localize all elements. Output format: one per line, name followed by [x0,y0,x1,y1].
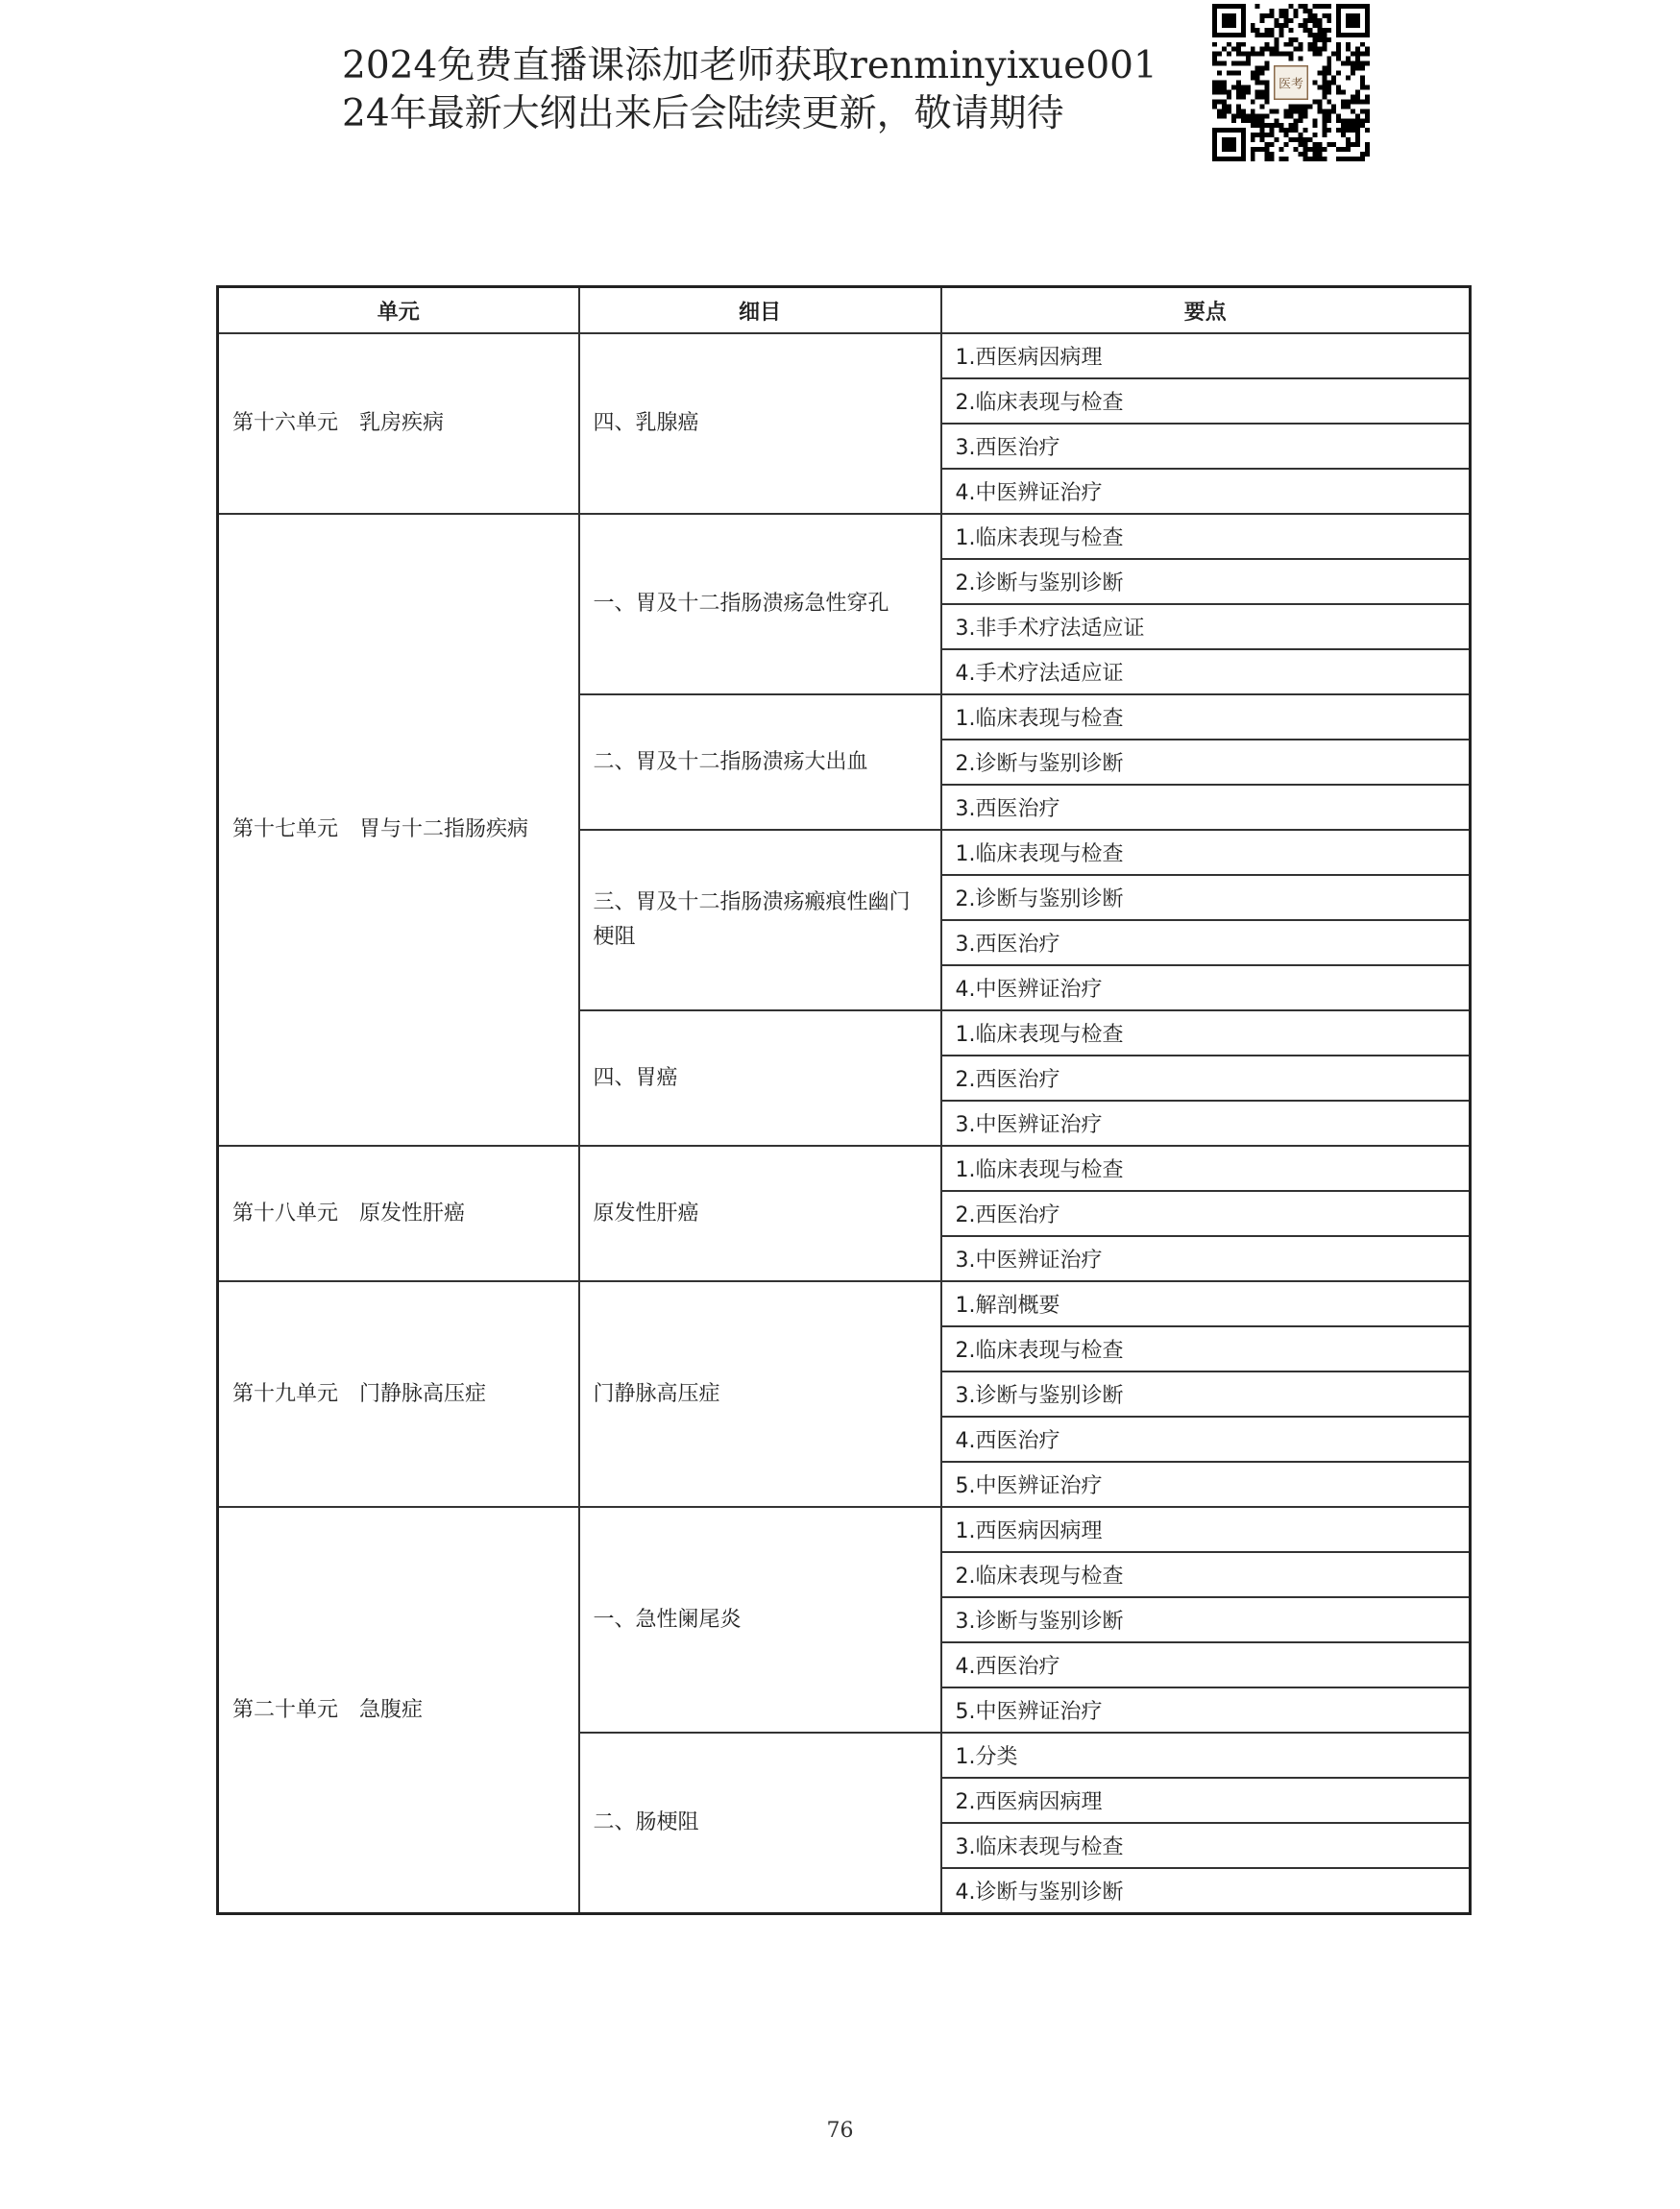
point-cell: 1.分类 [941,1733,1471,1778]
point-cell: 2.临床表现与检查 [941,1552,1471,1597]
header-unit: 单元 [218,287,579,334]
header-line-1: 2024免费直播课添加老师获取renminyixue001 [342,44,1157,87]
unit-cell: 第二十单元 急腹症 [218,1507,579,1914]
point-cell: 1.临床表现与检查 [941,830,1471,875]
point-cell: 4.西医治疗 [941,1642,1471,1687]
unit-cell: 第十六单元 乳房疾病 [218,333,579,514]
unit-cell: 第十七单元 胃与十二指肠疾病 [218,514,579,1146]
point-cell: 3.非手术疗法适应证 [941,604,1471,649]
point-cell: 2.临床表现与检查 [941,378,1471,424]
point-cell: 1.解剖概要 [941,1281,1471,1326]
item-cell: 二、肠梗阻 [579,1733,941,1914]
item-cell: 四、乳腺癌 [579,333,941,514]
point-cell: 1.西医病因病理 [941,1507,1471,1552]
unit-cell: 第十九单元 门静脉高压症 [218,1281,579,1507]
point-cell: 3.中医辨证治疗 [941,1101,1471,1146]
item-cell: 一、急性阑尾炎 [579,1507,941,1733]
point-cell: 4.西医治疗 [941,1417,1471,1462]
point-cell: 3.西医治疗 [941,920,1471,965]
table-row [218,1146,1471,1191]
point-cell: 2.西医病因病理 [941,1778,1471,1823]
header-item: 细目 [579,287,941,334]
point-cell: 5.中医辨证治疗 [941,1462,1471,1507]
point-cell: 2.临床表现与检查 [941,1326,1471,1372]
point-cell: 4.中医辨证治疗 [941,965,1471,1010]
point-cell: 3.西医治疗 [941,785,1471,830]
point-cell: 1.临床表现与检查 [941,1146,1471,1191]
point-cell: 1.西医病因病理 [941,333,1471,378]
item-cell: 二、胃及十二指肠溃疡大出血 [579,694,941,830]
point-cell: 4.手术疗法适应证 [941,649,1471,694]
table-row [218,514,1471,559]
item-cell: 三、胃及十二指肠溃疡瘢痕性幽门梗阻 [579,830,941,1010]
table-row [218,333,1471,378]
table-header [218,287,1471,334]
point-cell: 4.中医辨证治疗 [941,469,1471,514]
point-cell: 1.临床表现与检查 [941,1010,1471,1056]
point-cell: 2.诊断与鉴别诊断 [941,559,1471,604]
point-cell: 4.诊断与鉴别诊断 [941,1868,1471,1914]
unit-cell: 第十八单元 原发性肝癌 [218,1146,579,1281]
qr-logo-text: 医考 [1278,77,1303,92]
point-cell: 5.中医辨证治疗 [941,1687,1471,1733]
point-cell: 2.诊断与鉴别诊断 [941,740,1471,785]
point-cell: 3.诊断与鉴别诊断 [941,1597,1471,1642]
point-cell: 1.临床表现与检查 [941,514,1471,559]
point-cell: 2.西医治疗 [941,1191,1471,1236]
point-cell: 3.中医辨证治疗 [941,1236,1471,1281]
header-points: 要点 [941,287,1471,334]
table-row [218,1507,1471,1552]
item-cell: 四、胃癌 [579,1010,941,1146]
point-cell: 3.西医治疗 [941,424,1471,469]
page-header [342,42,1206,138]
point-cell: 3.临床表现与检查 [941,1823,1471,1868]
header-line-2: 24年最新大纲出来后会陆续更新，敬请期待 [342,92,1064,135]
point-cell: 3.诊断与鉴别诊断 [941,1372,1471,1417]
point-cell: 2.西医治疗 [941,1056,1471,1101]
point-cell: 2.诊断与鉴别诊断 [941,875,1471,920]
item-cell: 一、胃及十二指肠溃疡急性穿孔 [579,514,941,694]
point-cell: 1.临床表现与检查 [941,694,1471,740]
item-cell: 门静脉高压症 [579,1281,941,1507]
table-row [218,1281,1471,1326]
item-cell: 原发性肝癌 [579,1146,941,1281]
page-number: 76 [826,2119,854,2143]
qr-code [1212,4,1370,161]
qr-code-icon [1212,4,1370,161]
syllabus-table [216,285,1472,1915]
table-body [218,333,1471,1914]
